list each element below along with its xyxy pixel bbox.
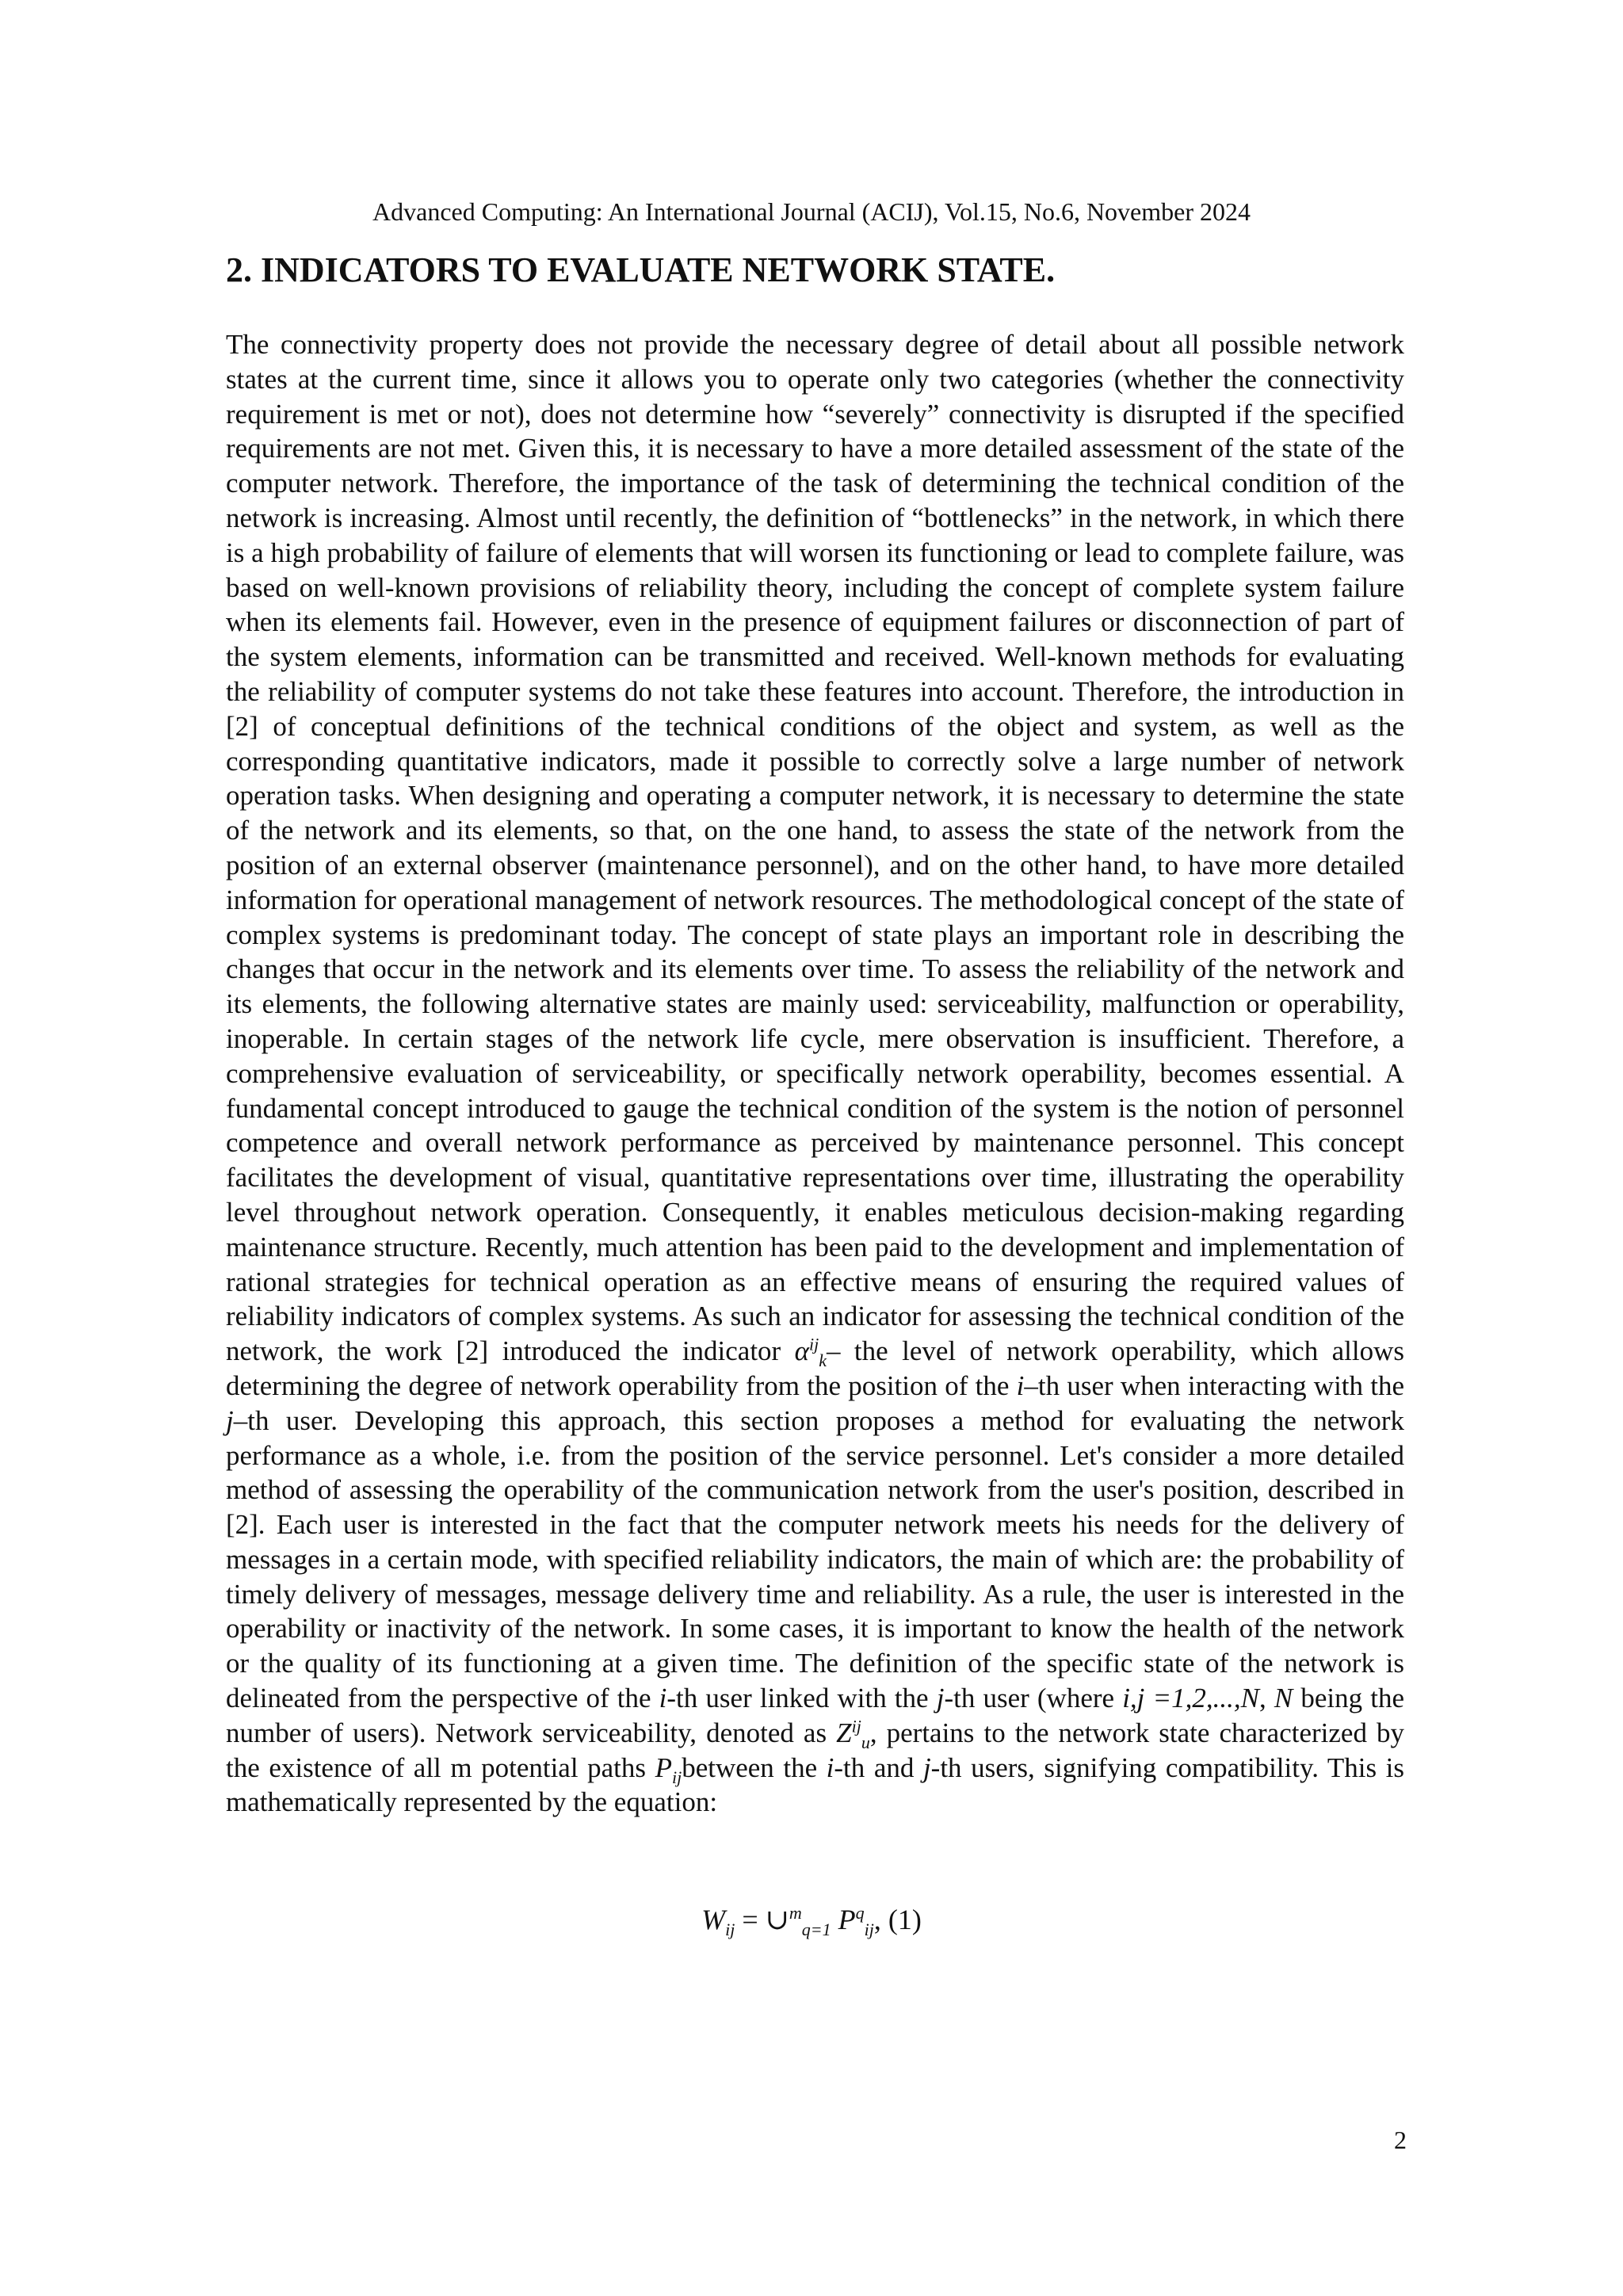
equation-number: (1) xyxy=(888,1904,922,1935)
body-text-5: -th user linked with the xyxy=(666,1683,929,1714)
body-text-10: between the xyxy=(682,1752,818,1783)
body-text-6: -th user (where xyxy=(944,1683,1115,1714)
body-text-3: –th user when interacting with the xyxy=(1024,1370,1405,1401)
running-header: Advanced Computing: An International Journal (ACIJ), Vol.15, No.6, November 2024 xyxy=(372,197,1251,226)
body-text-11: -th and xyxy=(834,1752,915,1783)
user-range: i,j =1,2,...,N xyxy=(1122,1683,1259,1714)
body-paragraph: The connectivity property does not provide the necessary degree of detail about all possible network states at the current time, since it allows you to operate only two categories (whether the connectivity requirement is met or not), does not determine how “severely” connectivity is disrupted if the specified requirements are not met. Given this, it is necessary to have a more detailed assessment of the state of the computer network. Therefore, the importance of the task of determining the technical condition of the network is increasing. Almost until recently, the definition of “bottlenecks” in the network, in which there is a high probability of failure of elements that will worsen its functioning or lead to complete failure, was based on well-known provisions of reliability theory, including the concept of complete system failure when its elements fail. However, even in the presence of equipment failures or disconnection of part of the system elements, information can be transmitted and received. Well-known methods for evaluating the reliability of computer systems do not take these features into account. Therefore, the introduction in [2] of conceptual definitions of the technical conditions of the object and system, as well as the corresponding quantitative indicators, made it possible to correctly solve a large number of network operation tasks. When designing and operating a computer network, it is necessary to determine the state of the network and its elements, so that, on the one hand, to assess the state of the network from the position of an external observer (maintenance personnel), and on the other hand, to have more detailed information for operational management of network resources. The methodological concept of the state of complex systems is predominant today. The concept of state plays an important role in describing the changes that occur in the network and its elements over time. To assess the reliability of the network and its elements, the following alternative states are mainly used: serviceability, malfunction or operability, inoperable. In certain stages of the network life cycle, mere observation is insufficient. Therefore, a comprehensive evaluation of serviceability, or specifically network operability, becomes essential. A fundamental concept introduced to gauge the technical condition of the system is the notion of personnel competence and overall network performance as perceived by maintenance personnel. This concept facilitates the development of visual, quantitative representations over time, illustrating the operability level throughout network operation. Consequently, it enables meticulous decision-making regarding maintenance structure. Recently, much attention has been paid to the development and implementation of rational strategies for technical operation as an effective means of ensuring the required values of reliability indicators of complex systems. As such an indicator for assessing the technical condition of the network, the work [2] introduced the indicator $\alpha^{ij}_k-$ the level of network operability, which allows determining the degree of network operability from the position of the i–th user when interacting with the j–th user. Developing this approach, this section proposes a method for evaluating the network performance as a whole, i.e. from the position of the service personnel. Let's consider a more detailed method of assessing the operability of the communication network from the user's position, described in [2]. Each user is interested in the fact that the computer network meets his needs for the delivery of messages in a certain mode, with specified reliability indicators, the main of which are: the probability of timely delivery of messages, message delivery time and reliability. As a rule, the user is interested in the operability or inactivity of the network. In some cases, it is important to know the health of the network or the quality of its functioning at a given time. The definition of the specific state of the network is delineated from the perspective of the i-th user linked with the j-th user (where i,j =1,2,...,N, N being the number of users). Network serviceability, denoted as $Z^{ij}_u$, pertains to the network state characterized by the existence of all m potential paths $P_{ij}between$ the i-th and j-th users, signifying compatibility. This is mathematically represented by the equation: xyxy=(226,329,1405,1818)
body-text-8: being the number of users). Network serviceability, denoted as xyxy=(226,1683,1405,1748)
equation-1: $W_{ij}$ = ∪$^m_{q=1}$ $P^q_{ij}$, (1) xyxy=(701,1903,922,1940)
section-heading: 2. INDICATORS TO EVALUATE NETWORK STATE. xyxy=(226,250,1056,289)
body-text-4: –th user. Developing this approach, this section proposes a method for evaluating the network performance as a whole, i.e. from the position of the service personnel. Let's consider a more detailed method of assessing the operability of the communication network from the user's position, described in [2]. Each user is interested in the fact that the computer network meets his needs for the delivery of messages in a certain mode, with specified reliability indicators, the main of which are: the probability of timely delivery of messages, message delivery time and reliability. As a rule, the user is interested in the operability or inactivity of the network. In some cases, it is important to know the health of the network or the quality of its functioning at a given time. The definition of the specific state of the network is delineated from the perspective of the xyxy=(226,1404,1404,1714)
page-number: 2 xyxy=(1394,2126,1407,2154)
serviceability-symbol: $Z^{ij}_u$ xyxy=(836,1716,870,1752)
body-text-2: – the level of network operability, which allows determining the degree of network operability from the position of the xyxy=(226,1335,1405,1401)
alpha-indicator: $\alpha^{ij}_k$ xyxy=(794,1334,827,1371)
body-text-12: -th users, signifying compatibility. This is mathematically represented by the equation: xyxy=(226,1752,1405,1818)
paths-symbol: $P_{ij}$ xyxy=(655,1752,682,1787)
body-text-1: The connectivity property does not provide the necessary degree of detail about all possible network states at the current time, since it allows you to operate only two categories (whether the connectivity requirement is met or not), does not determine how “severely” connectivity is disrupted if the specified requirements are not met. Given this, it is necessary to have a more detailed assessment of the state of the computer network. Therefore, the importance of the task of determining the technical condition of the network is increasing. Almost until recently, the definition of “bottlenecks” in the network, in which there is a high probability of failure of elements that will worsen its functioning or lead to complete failure, was based on well-known provisions of reliability theory, including the concept of complete system failure when its elements fail. However, even in the presence of equipment failures or disconnection of part of the system elements, information can be transmitted and received. Well-known methods for evaluating the reliability of computer systems do not take these features into account. Therefore, the introduction in [2] of conceptual definitions of the technical conditions of the object and system, as well as the corresponding quantitative indicators, made it possible to correctly solve a large number of network operation tasks. When designing and operating a computer network, it is necessary to determine the state of the network and its elements, so that, on the one hand, to assess the state of the network from the position of an external observer (maintenance personnel), and on the other hand, to have more detailed information for operational management of network resources. The methodological concept of the state of complex systems is predominant today. The concept of state plays an important role in describing the changes that occur in the network and its elements over time. To assess the reliability of the network and its elements, the following alternative states are mainly used: serviceability, malfunction or operability, inoperable. In certain stages of the network life cycle, mere observation is insufficient. Therefore, a comprehensive evaluation of serviceability, or specifically network operability, becomes essential. A fundamental concept introduced to gauge the technical condition of the system is the notion of personnel competence and overall network performance as perceived by maintenance personnel. This concept facilitates the development of visual, quantitative representations over time, illustrating the operability level throughout network operation. Consequently, it enables meticulous decision-making regarding maintenance structure. Recently, much attention has been paid to the development and implementation of rational strategies for technical operation as an effective means of ensuring the required values of reliability indicators of complex systems. As such an indicator for assessing the technical condition of the network, the work [2] introduced the indicator xyxy=(226,329,1404,1367)
body-text-9: , pertains to the network state characterized by the existence of all m potential paths xyxy=(226,1717,1404,1783)
